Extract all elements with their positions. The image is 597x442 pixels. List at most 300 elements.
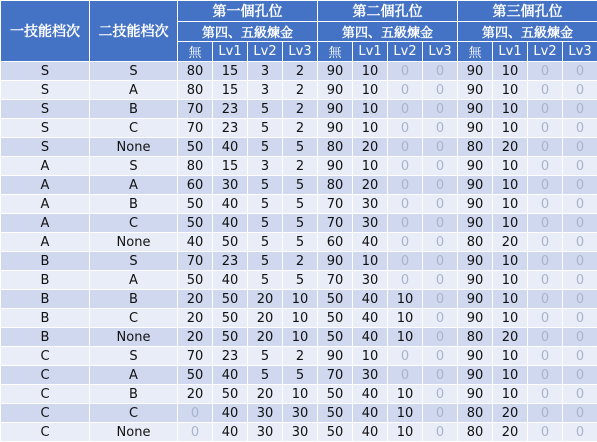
slot3-value-cell: 0 bbox=[528, 366, 563, 385]
skill2-grade-cell: C bbox=[90, 309, 178, 328]
slot1-level-2: Lv2 bbox=[248, 42, 283, 62]
slot3-value-cell: 10 bbox=[493, 309, 528, 328]
slot1-value-cell: 5 bbox=[283, 176, 318, 195]
slot2-value-cell: 10 bbox=[353, 100, 388, 119]
slot3-value-cell: 90 bbox=[458, 81, 493, 100]
slot2-value-cell: 0 bbox=[423, 138, 458, 157]
slot3-value-cell: 90 bbox=[458, 271, 493, 290]
slot2-value-cell: 0 bbox=[388, 195, 423, 214]
slot1-value-cell: 50 bbox=[213, 233, 248, 252]
slot1-value-cell: 2 bbox=[283, 252, 318, 271]
table-row bbox=[1, 347, 597, 366]
slot1-value-cell: 30 bbox=[283, 404, 318, 423]
table-row bbox=[1, 62, 597, 81]
slot1-value-cell: 50 bbox=[178, 271, 213, 290]
slot1-value-cell: 20 bbox=[178, 328, 213, 347]
slot3-value-cell: 20 bbox=[493, 328, 528, 347]
slot1-value-cell: 3 bbox=[248, 81, 283, 100]
skill2-grade-cell: None bbox=[90, 233, 178, 252]
slot1-value-cell: 50 bbox=[213, 309, 248, 328]
slot2-value-cell: 90 bbox=[318, 252, 353, 271]
slot1-value-cell: 5 bbox=[283, 138, 318, 157]
slot2-value-cell: 70 bbox=[318, 366, 353, 385]
slot1-value-cell: 70 bbox=[178, 252, 213, 271]
skill1-grade-cell: B bbox=[1, 252, 90, 271]
skill1-grade-cell: S bbox=[1, 119, 90, 138]
slot2-value-cell: 50 bbox=[318, 328, 353, 347]
skill2-grade-cell: B bbox=[90, 385, 178, 404]
skill1-grade-cell: A bbox=[1, 233, 90, 252]
skill2-grade-cell: S bbox=[90, 157, 178, 176]
slot1-value-cell: 2 bbox=[283, 347, 318, 366]
slot2-value-cell: 0 bbox=[423, 176, 458, 195]
slot2-value-cell: 0 bbox=[388, 252, 423, 271]
slot3-value-cell: 0 bbox=[563, 366, 597, 385]
slot1-value-cell: 0 bbox=[178, 423, 213, 442]
slot2-value-cell: 90 bbox=[318, 81, 353, 100]
slot2-value-cell: 80 bbox=[318, 176, 353, 195]
slot3-value-cell: 80 bbox=[458, 328, 493, 347]
slot1-value-cell: 40 bbox=[213, 404, 248, 423]
slot3-value-cell: 0 bbox=[563, 157, 597, 176]
slot1-value-cell: 80 bbox=[178, 81, 213, 100]
slot1-value-cell: 20 bbox=[178, 385, 213, 404]
slot2-value-cell: 0 bbox=[423, 195, 458, 214]
slot1-level-3: Lv3 bbox=[283, 42, 318, 62]
slot3-value-cell: 90 bbox=[458, 119, 493, 138]
slot3-level-3: Lv3 bbox=[563, 42, 597, 62]
slot2-value-cell: 0 bbox=[423, 119, 458, 138]
slot2-value-cell: 40 bbox=[353, 233, 388, 252]
skill2-grade-cell: S bbox=[90, 347, 178, 366]
skill2-grade-cell: S bbox=[90, 252, 178, 271]
slot3-subtitle: 第四、五級煉金 bbox=[458, 22, 597, 42]
skill2-grade-cell: C bbox=[90, 404, 178, 423]
slot1-value-cell: 70 bbox=[178, 100, 213, 119]
slot1-value-cell: 15 bbox=[213, 62, 248, 81]
slot1-value-cell: 20 bbox=[248, 328, 283, 347]
slot3-value-cell: 0 bbox=[528, 385, 563, 404]
slot1-value-cell: 5 bbox=[248, 100, 283, 119]
slot2-value-cell: 10 bbox=[388, 309, 423, 328]
slot3-value-cell: 0 bbox=[563, 119, 597, 138]
slot2-value-cell: 10 bbox=[388, 423, 423, 442]
skill2-grade-cell: None bbox=[90, 138, 178, 157]
slot1-value-cell: 5 bbox=[248, 119, 283, 138]
slot1-subtitle: 第四、五級煉金 bbox=[178, 22, 318, 42]
skill1-grade-cell: B bbox=[1, 328, 90, 347]
slot3-value-cell: 0 bbox=[528, 157, 563, 176]
table-row bbox=[1, 81, 597, 100]
slot2-value-cell: 30 bbox=[353, 214, 388, 233]
slot1-value-cell: 10 bbox=[283, 385, 318, 404]
slot2-value-cell: 0 bbox=[388, 62, 423, 81]
table-row bbox=[1, 138, 597, 157]
slot2-value-cell: 0 bbox=[423, 385, 458, 404]
slot3-value-cell: 90 bbox=[458, 309, 493, 328]
slot2-value-cell: 0 bbox=[388, 176, 423, 195]
slot2-value-cell: 10 bbox=[388, 328, 423, 347]
slot3-value-cell: 0 bbox=[563, 100, 597, 119]
slot1-value-cell: 40 bbox=[213, 366, 248, 385]
slot1-title: 第一個孔位 bbox=[178, 1, 318, 22]
slot2-value-cell: 10 bbox=[353, 81, 388, 100]
table-row bbox=[1, 214, 597, 233]
slot1-value-cell: 5 bbox=[283, 366, 318, 385]
slot2-value-cell: 0 bbox=[423, 271, 458, 290]
slot3-value-cell: 80 bbox=[458, 138, 493, 157]
slot2-value-cell: 40 bbox=[353, 309, 388, 328]
slot3-level-none: 無 bbox=[458, 42, 493, 62]
slot3-level-2: Lv2 bbox=[528, 42, 563, 62]
slot1-value-cell: 20 bbox=[248, 309, 283, 328]
table-row bbox=[1, 366, 597, 385]
skill1-grade-cell: A bbox=[1, 214, 90, 233]
slot2-value-cell: 30 bbox=[353, 195, 388, 214]
slot1-value-cell: 50 bbox=[178, 195, 213, 214]
slot3-value-cell: 10 bbox=[493, 62, 528, 81]
skill2-header: 二技能档次 bbox=[90, 1, 178, 62]
slot1-value-cell: 80 bbox=[178, 62, 213, 81]
table-row bbox=[1, 233, 597, 252]
slot2-value-cell: 0 bbox=[388, 271, 423, 290]
slot3-value-cell: 10 bbox=[493, 252, 528, 271]
slot2-value-cell: 10 bbox=[353, 62, 388, 81]
slot1-value-cell: 10 bbox=[283, 290, 318, 309]
slot1-value-cell: 3 bbox=[248, 62, 283, 81]
slot2-subtitle: 第四、五級煉金 bbox=[318, 22, 458, 42]
slot2-value-cell: 60 bbox=[318, 233, 353, 252]
slot3-value-cell: 0 bbox=[528, 233, 563, 252]
slot3-value-cell: 0 bbox=[528, 252, 563, 271]
skill2-grade-cell: A bbox=[90, 176, 178, 195]
slot3-value-cell: 0 bbox=[563, 176, 597, 195]
skill1-header: 一技能档次 bbox=[1, 1, 90, 62]
slot2-value-cell: 40 bbox=[353, 328, 388, 347]
slot2-value-cell: 0 bbox=[423, 347, 458, 366]
slot2-level-2: Lv2 bbox=[388, 42, 423, 62]
slot2-value-cell: 80 bbox=[318, 138, 353, 157]
slot3-value-cell: 0 bbox=[528, 81, 563, 100]
slot2-value-cell: 0 bbox=[388, 119, 423, 138]
table-row bbox=[1, 309, 597, 328]
slot2-value-cell: 70 bbox=[318, 214, 353, 233]
slot3-value-cell: 0 bbox=[563, 81, 597, 100]
slot1-value-cell: 5 bbox=[248, 347, 283, 366]
slot2-value-cell: 90 bbox=[318, 347, 353, 366]
slot3-value-cell: 0 bbox=[563, 328, 597, 347]
slot2-value-cell: 90 bbox=[318, 119, 353, 138]
slot1-value-cell: 5 bbox=[283, 214, 318, 233]
slot1-value-cell: 5 bbox=[248, 176, 283, 195]
skill2-grade-cell: None bbox=[90, 423, 178, 442]
slot2-value-cell: 0 bbox=[423, 157, 458, 176]
skill1-grade-cell: B bbox=[1, 309, 90, 328]
slot3-value-cell: 0 bbox=[563, 385, 597, 404]
slot2-value-cell: 0 bbox=[423, 309, 458, 328]
slot1-value-cell: 15 bbox=[213, 81, 248, 100]
slot2-level-3: Lv3 bbox=[423, 42, 458, 62]
skill1-grade-cell: A bbox=[1, 195, 90, 214]
skill2-grade-cell: A bbox=[90, 81, 178, 100]
slot2-value-cell: 10 bbox=[353, 347, 388, 366]
table-row bbox=[1, 423, 597, 442]
slot2-value-cell: 0 bbox=[388, 347, 423, 366]
slot2-value-cell: 0 bbox=[423, 233, 458, 252]
table-row bbox=[1, 290, 597, 309]
slot1-value-cell: 5 bbox=[248, 214, 283, 233]
skill1-grade-cell: C bbox=[1, 366, 90, 385]
slot2-value-cell: 0 bbox=[388, 366, 423, 385]
slot3-value-cell: 80 bbox=[458, 404, 493, 423]
slot3-value-cell: 10 bbox=[493, 290, 528, 309]
slot1-value-cell: 30 bbox=[283, 423, 318, 442]
slot3-value-cell: 0 bbox=[528, 195, 563, 214]
skill2-grade-cell: C bbox=[90, 119, 178, 138]
skill2-grade-cell: B bbox=[90, 100, 178, 119]
slot2-value-cell: 40 bbox=[353, 290, 388, 309]
slot3-value-cell: 0 bbox=[563, 214, 597, 233]
slot1-value-cell: 2 bbox=[283, 81, 318, 100]
slot3-value-cell: 0 bbox=[528, 119, 563, 138]
skill1-grade-cell: C bbox=[1, 404, 90, 423]
skill1-grade-cell: C bbox=[1, 347, 90, 366]
slot2-value-cell: 40 bbox=[353, 404, 388, 423]
slot2-value-cell: 0 bbox=[423, 252, 458, 271]
slot2-value-cell: 10 bbox=[388, 385, 423, 404]
table-header bbox=[1, 1, 597, 62]
slot1-value-cell: 3 bbox=[248, 157, 283, 176]
slot3-level-1: Lv1 bbox=[493, 42, 528, 62]
table-row bbox=[1, 157, 597, 176]
slot3-value-cell: 0 bbox=[528, 176, 563, 195]
slot3-value-cell: 90 bbox=[458, 157, 493, 176]
slot2-value-cell: 20 bbox=[353, 138, 388, 157]
slot3-title: 第三個孔位 bbox=[458, 1, 597, 22]
slot3-value-cell: 90 bbox=[458, 214, 493, 233]
slot3-value-cell: 0 bbox=[563, 404, 597, 423]
slot1-value-cell: 5 bbox=[248, 233, 283, 252]
slot1-value-cell: 40 bbox=[213, 138, 248, 157]
slot3-value-cell: 90 bbox=[458, 252, 493, 271]
skill2-grade-cell: A bbox=[90, 366, 178, 385]
slot2-value-cell: 50 bbox=[318, 385, 353, 404]
slot3-value-cell: 0 bbox=[563, 62, 597, 81]
table-body bbox=[1, 62, 597, 442]
slot1-level-none: 無 bbox=[178, 42, 213, 62]
slot3-value-cell: 0 bbox=[528, 62, 563, 81]
slot2-value-cell: 0 bbox=[388, 138, 423, 157]
slot3-value-cell: 0 bbox=[563, 233, 597, 252]
slot2-value-cell: 0 bbox=[423, 290, 458, 309]
slot3-value-cell: 0 bbox=[563, 271, 597, 290]
slot1-value-cell: 30 bbox=[248, 423, 283, 442]
skill2-grade-cell: A bbox=[90, 271, 178, 290]
slot2-value-cell: 90 bbox=[318, 157, 353, 176]
slot3-value-cell: 0 bbox=[563, 195, 597, 214]
slot3-value-cell: 10 bbox=[493, 366, 528, 385]
slot2-value-cell: 10 bbox=[388, 290, 423, 309]
slot1-value-cell: 5 bbox=[248, 366, 283, 385]
slot3-value-cell: 80 bbox=[458, 233, 493, 252]
slot3-value-cell: 0 bbox=[528, 290, 563, 309]
slot2-value-cell: 10 bbox=[353, 157, 388, 176]
skill1-grade-cell: A bbox=[1, 157, 90, 176]
slot3-value-cell: 20 bbox=[493, 404, 528, 423]
slot3-value-cell: 0 bbox=[563, 252, 597, 271]
slot2-value-cell: 50 bbox=[318, 290, 353, 309]
slot2-level-1: Lv1 bbox=[353, 42, 388, 62]
slot1-value-cell: 2 bbox=[283, 157, 318, 176]
slot3-value-cell: 10 bbox=[493, 176, 528, 195]
slot3-value-cell: 90 bbox=[458, 176, 493, 195]
slot3-value-cell: 0 bbox=[528, 423, 563, 442]
slot1-value-cell: 20 bbox=[248, 385, 283, 404]
slot1-value-cell: 50 bbox=[178, 366, 213, 385]
slot1-value-cell: 2 bbox=[283, 119, 318, 138]
slot1-value-cell: 60 bbox=[178, 176, 213, 195]
slot1-value-cell: 2 bbox=[283, 100, 318, 119]
slot1-value-cell: 30 bbox=[213, 176, 248, 195]
slot1-value-cell: 10 bbox=[283, 328, 318, 347]
slot1-value-cell: 23 bbox=[213, 119, 248, 138]
slot2-value-cell: 10 bbox=[353, 252, 388, 271]
slot2-title: 第二個孔位 bbox=[318, 1, 458, 22]
slot2-value-cell: 10 bbox=[353, 119, 388, 138]
slot2-value-cell: 0 bbox=[423, 366, 458, 385]
slot2-value-cell: 50 bbox=[318, 309, 353, 328]
skill1-grade-cell: A bbox=[1, 176, 90, 195]
slot3-value-cell: 90 bbox=[458, 62, 493, 81]
slot2-value-cell: 40 bbox=[353, 385, 388, 404]
slot1-value-cell: 40 bbox=[213, 271, 248, 290]
slot2-value-cell: 70 bbox=[318, 271, 353, 290]
slot3-value-cell: 90 bbox=[458, 385, 493, 404]
slot3-value-cell: 0 bbox=[528, 138, 563, 157]
slot2-value-cell: 0 bbox=[388, 81, 423, 100]
skill1-grade-cell: C bbox=[1, 423, 90, 442]
table-row bbox=[1, 271, 597, 290]
slot2-value-cell: 0 bbox=[388, 214, 423, 233]
table-row bbox=[1, 195, 597, 214]
table-row bbox=[1, 385, 597, 404]
slot1-value-cell: 50 bbox=[213, 385, 248, 404]
slot3-value-cell: 0 bbox=[563, 347, 597, 366]
slot3-value-cell: 0 bbox=[528, 347, 563, 366]
skill1-grade-cell: S bbox=[1, 81, 90, 100]
slot2-value-cell: 30 bbox=[353, 366, 388, 385]
table-row bbox=[1, 328, 597, 347]
slot2-value-cell: 40 bbox=[353, 423, 388, 442]
slot2-value-cell: 30 bbox=[353, 271, 388, 290]
table-row bbox=[1, 119, 597, 138]
slot3-value-cell: 90 bbox=[458, 366, 493, 385]
skill1-grade-cell: C bbox=[1, 385, 90, 404]
slot2-value-cell: 20 bbox=[353, 176, 388, 195]
skill2-grade-cell: None bbox=[90, 328, 178, 347]
slot3-value-cell: 10 bbox=[493, 119, 528, 138]
skill1-grade-cell: B bbox=[1, 271, 90, 290]
slot3-value-cell: 10 bbox=[493, 385, 528, 404]
slot3-value-cell: 0 bbox=[563, 309, 597, 328]
slot1-value-cell: 5 bbox=[283, 195, 318, 214]
slot3-value-cell: 0 bbox=[528, 404, 563, 423]
slot3-value-cell: 90 bbox=[458, 290, 493, 309]
table-row bbox=[1, 100, 597, 119]
slot1-value-cell: 40 bbox=[213, 195, 248, 214]
slot2-value-cell: 10 bbox=[388, 404, 423, 423]
slot2-value-cell: 0 bbox=[388, 100, 423, 119]
slot2-value-cell: 70 bbox=[318, 195, 353, 214]
slot1-value-cell: 30 bbox=[248, 404, 283, 423]
slot3-value-cell: 0 bbox=[563, 138, 597, 157]
slot3-value-cell: 20 bbox=[493, 138, 528, 157]
table-row bbox=[1, 252, 597, 271]
table-row bbox=[1, 404, 597, 423]
skill1-grade-cell: S bbox=[1, 138, 90, 157]
slot3-value-cell: 10 bbox=[493, 157, 528, 176]
slot3-value-cell: 10 bbox=[493, 195, 528, 214]
slot3-value-cell: 0 bbox=[563, 290, 597, 309]
slot1-value-cell: 20 bbox=[178, 290, 213, 309]
slot2-value-cell: 0 bbox=[388, 233, 423, 252]
slot3-value-cell: 10 bbox=[493, 214, 528, 233]
slot3-value-cell: 0 bbox=[528, 328, 563, 347]
slot3-value-cell: 20 bbox=[493, 423, 528, 442]
slot1-value-cell: 50 bbox=[178, 214, 213, 233]
slot1-value-cell: 5 bbox=[248, 138, 283, 157]
slot1-value-cell: 50 bbox=[213, 290, 248, 309]
slot1-value-cell: 0 bbox=[178, 404, 213, 423]
slot3-value-cell: 10 bbox=[493, 271, 528, 290]
slot2-level-none: 無 bbox=[318, 42, 353, 62]
skill2-grade-cell: B bbox=[90, 290, 178, 309]
slot1-value-cell: 10 bbox=[283, 309, 318, 328]
slot2-value-cell: 0 bbox=[423, 328, 458, 347]
slot2-value-cell: 0 bbox=[423, 62, 458, 81]
slot1-value-cell: 23 bbox=[213, 100, 248, 119]
slot3-value-cell: 80 bbox=[458, 423, 493, 442]
slot2-value-cell: 0 bbox=[423, 404, 458, 423]
slot2-value-cell: 0 bbox=[423, 214, 458, 233]
slot1-level-1: Lv1 bbox=[213, 42, 248, 62]
skill1-grade-cell: S bbox=[1, 62, 90, 81]
slot1-value-cell: 5 bbox=[248, 252, 283, 271]
slot1-value-cell: 20 bbox=[248, 290, 283, 309]
slot3-value-cell: 90 bbox=[458, 195, 493, 214]
slot2-value-cell: 90 bbox=[318, 100, 353, 119]
slot1-value-cell: 5 bbox=[248, 271, 283, 290]
slot1-value-cell: 5 bbox=[248, 195, 283, 214]
slot1-value-cell: 15 bbox=[213, 157, 248, 176]
slot2-value-cell: 0 bbox=[423, 81, 458, 100]
slot2-value-cell: 0 bbox=[423, 423, 458, 442]
slot2-value-cell: 0 bbox=[388, 157, 423, 176]
slot1-value-cell: 5 bbox=[283, 271, 318, 290]
slot2-value-cell: 50 bbox=[318, 423, 353, 442]
slot2-value-cell: 0 bbox=[423, 100, 458, 119]
table-row bbox=[1, 176, 597, 195]
slot1-value-cell: 23 bbox=[213, 347, 248, 366]
skill2-grade-cell: C bbox=[90, 214, 178, 233]
slot3-value-cell: 20 bbox=[493, 233, 528, 252]
slot2-value-cell: 50 bbox=[318, 404, 353, 423]
slot1-value-cell: 70 bbox=[178, 119, 213, 138]
slot1-value-cell: 5 bbox=[283, 233, 318, 252]
skill1-grade-cell: B bbox=[1, 290, 90, 309]
slot1-value-cell: 80 bbox=[178, 157, 213, 176]
skill2-grade-cell: B bbox=[90, 195, 178, 214]
